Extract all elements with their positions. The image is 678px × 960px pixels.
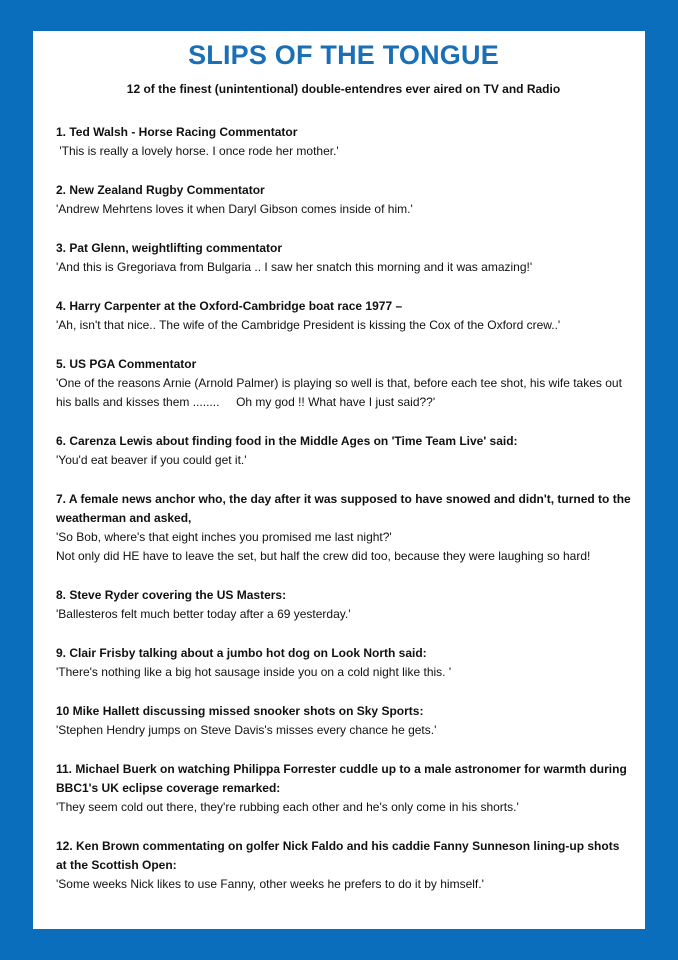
list-item [56,123,631,161]
item-quote: 'So Bob, where's that eight inches you promised me last night?' [56,530,392,544]
item-note: Not only did HE have to leave the set, but half the crew did too, because they were laughing so hard! [56,549,591,563]
list-item [56,355,631,412]
item-heading: 12. Ken Brown commentating on golfer Nick Faldo and his caddie Fanny Sunneson lining-up shots at the Scottish Open: [56,839,620,872]
quote-list [56,123,631,894]
item-heading: 2. New Zealand Rugby Commentator [56,183,265,197]
item-quote: 'And this is Gregoriava from Bulgaria .. I saw her snatch this morning and it was amazing!' [56,260,533,274]
item-quote: 'This is really a lovely horse. I once rode her mother.' [56,144,339,158]
item-quote: 'Ballesteros felt much better today after a 69 yesterday.' [56,607,351,621]
item-heading: 10 Mike Hallett discussing missed snooker shots on Sky Sports: [56,704,424,718]
item-heading: 7. A female news anchor who, the day after it was supposed to have snowed and didn't, turned to the weatherman and asked, [56,492,631,525]
document-sheet [33,31,645,929]
item-heading: 1. Ted Walsh - Horse Racing Commentator [56,125,298,139]
list-item [56,181,631,219]
list-item [56,297,631,335]
list-item [56,586,631,624]
item-heading: 11. Michael Buerk on watching Philippa Forrester cuddle up to a male astronomer for warmth during BBC1's UK eclipse coverage remarked: [56,762,627,795]
item-heading: 4. Harry Carpenter at the Oxford-Cambridge boat race 1977 – [56,299,403,313]
item-quote: 'They seem cold out there, they're rubbing each other and he's only come in his shorts.' [56,800,519,814]
item-quote: 'Andrew Mehrtens loves it when Daryl Gibson comes inside of him.' [56,202,413,216]
item-quote: 'Ah, isn't that nice.. The wife of the Cambridge President is kissing the Cox of the Oxford crew..' [56,318,561,332]
item-quote: 'One of the reasons Arnie (Arnold Palmer) is playing so well is that, before each tee shot, his wife takes out his balls and kisses them ........ Oh my god !! What have I just said??' [56,376,626,409]
item-quote: 'You'd eat beaver if you could get it.' [56,453,247,467]
list-item [56,644,631,682]
page-title: SLIPS OF THE TONGUE [188,40,499,70]
list-item [56,239,631,277]
item-heading: 9. Clair Frisby talking about a jumbo hot dog on Look North said: [56,646,427,660]
page-subtitle: 12 of the finest (unintentional) double-entendres ever aired on TV and Radio [126,82,561,96]
list-item [56,432,631,470]
list-item [56,837,631,894]
list-item [56,490,631,566]
item-heading: 3. Pat Glenn, weightlifting commentator [56,241,283,255]
item-quote: 'Stephen Hendry jumps on Steve Davis's misses every chance he gets.' [56,723,437,737]
item-quote: 'Some weeks Nick likes to use Fanny, other weeks he prefers to do it by himself.' [56,877,484,891]
item-quote: 'There's nothing like a big hot sausage inside you on a cold night like this. ' [56,665,452,679]
list-item [56,702,631,740]
item-heading: 5. US PGA Commentator [56,357,197,371]
item-heading: 8. Steve Ryder covering the US Masters: [56,588,287,602]
item-heading: 6. Carenza Lewis about finding food in the Middle Ages on 'Time Team Live' said: [56,434,518,448]
list-item [56,760,631,817]
